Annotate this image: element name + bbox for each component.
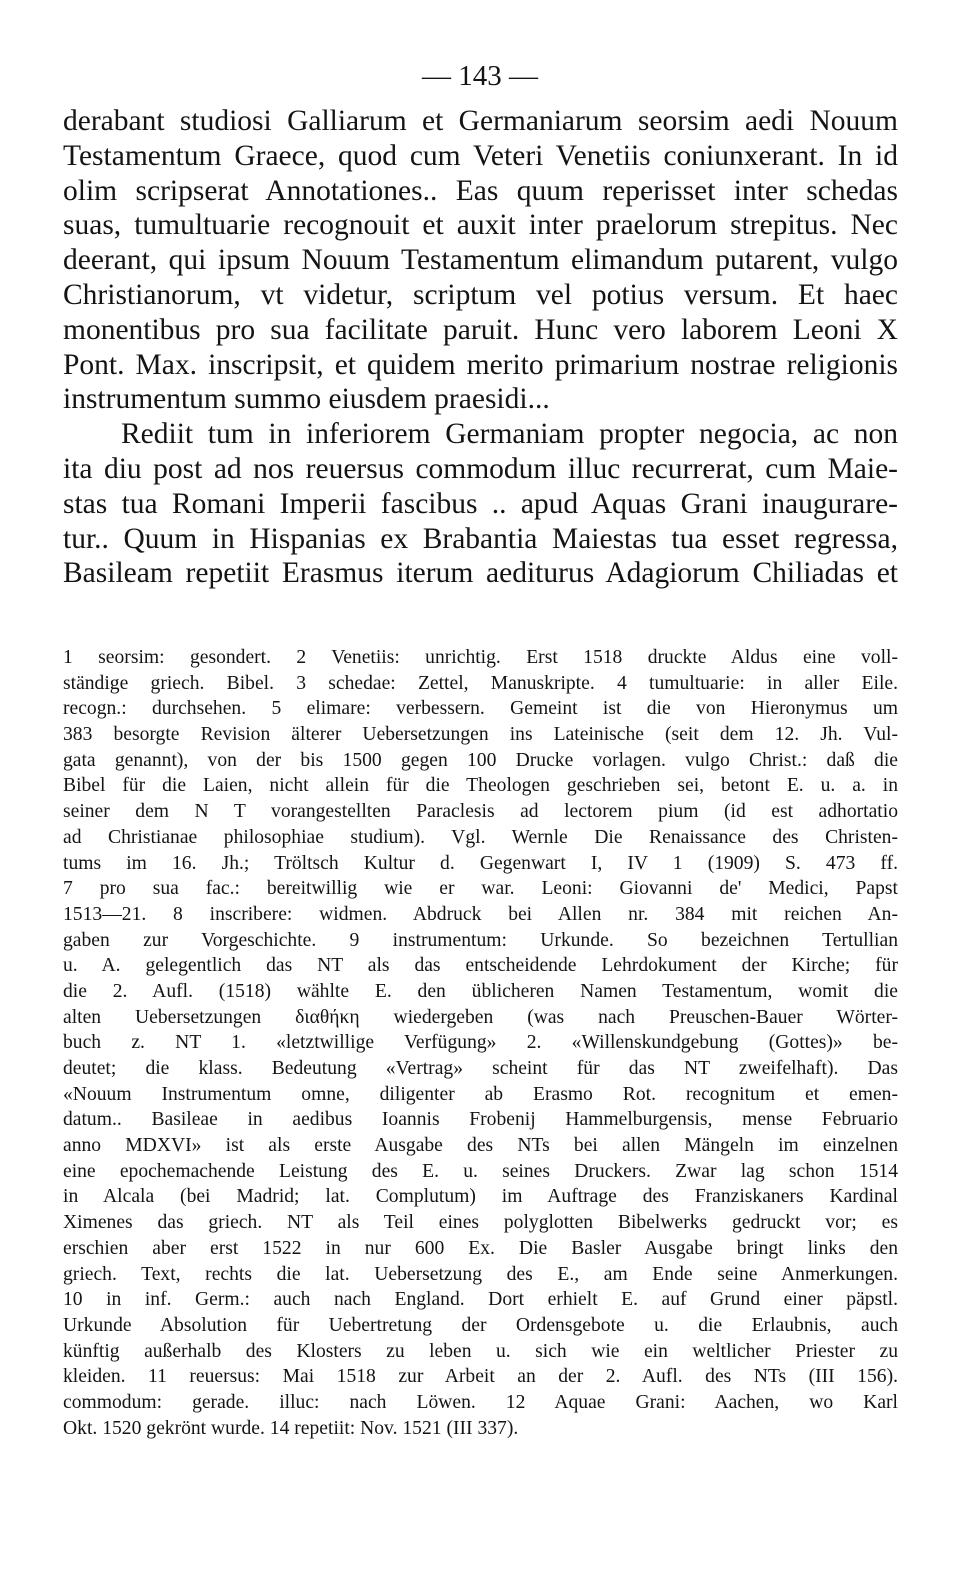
footnote-line: ad Christianae philosophiae studium). Vgl. Wernle Die Renaissance des Christen- (63, 826, 898, 848)
footnotes (63, 645, 898, 1441)
footnote-line: Urkunde Absolution für Uebertretung der Ordensgebote u. die Erlaubnis, auch (63, 1314, 898, 1336)
footnote-line: anno MDXVI» ist als erste Ausgabe des NTs bei allen Mängeln im einzelnen (63, 1135, 898, 1157)
footnote-line: gaben zur Vorgeschichte. 9 instrumentum: Urkunde. So bezeichnen Tertullian (63, 929, 898, 951)
footnote-line: die 2. Aufl. (1518) wählte E. den üblicheren Namen Testamentum, womit die (63, 980, 898, 1002)
main-text-line: monentibus pro sua facilitate paruit. Hunc vero laborem Leoni X (63, 313, 898, 346)
footnote-line: deutet; die klass. Bedeutung «Vertrag» scheint für das NT zweifelhaft). Das (63, 1058, 898, 1079)
main-text-line: Christianorum, vt videtur, scriptum vel potius versum. Et haec (63, 278, 898, 311)
footnote-line: 1513—21. 8 inscribere: widmen. Abdruck bei Allen nr. 384 mit reichen An- (63, 903, 898, 925)
main-text-line: tur.. Quum in Hispanias ex Brabantia Maiestas tua esset regressa, (63, 522, 898, 555)
main-text-line: deerant, qui ipsum Nouum Testamentum elimandum putarent, vulgo (63, 244, 898, 277)
footnote-line: kleiden. 11 reuersus: Mai 1518 zur Arbeit an der 2. Aufl. des NTs (III 156). (63, 1366, 898, 1388)
footnote-line: erschien aber erst 1522 in nur 600 Ex. Die Basler Ausgabe bringt links den (63, 1237, 898, 1259)
footnote-line: tums im 16. Jh.; Tröltsch Kultur d. Gegenwart I, IV 1 (1909) S. 473 ff. (63, 852, 898, 874)
footnote-line: datum.. Basileae in aedibus Ioannis Frobenij Hammelburgensis, mense Februario (63, 1109, 898, 1131)
footnote-line: gata genannt), von der bis 1500 gegen 100 Drucke vorlagen. vulgo Christ.: daß die (63, 749, 898, 771)
footnote-line: ständige griech. Bibel. 3 schedae: Zettel, Manuskripte. 4 tumultuarie: in aller Eile. (63, 672, 898, 694)
main-text-line: derabant studiosi Galliarum et Germaniarum seorsim aedi Nouum (63, 105, 898, 137)
main-text-line: Pont. Max. inscripsit, et quidem merito primarium nostrae religionis (63, 348, 898, 381)
main-text-line: ita diu post ad nos reuersus commodum illuc recurrerat, cum Maie- (63, 452, 898, 485)
main-text-line: suas, tumultuarie recognouit et auxit inter praelorum strepitus. Nec (63, 209, 898, 242)
main-text-line: Rediit tum in inferiorem Germaniam propter negocia, ac non (121, 418, 898, 451)
footnote-line: 1 seorsim: gesondert. 2 Venetiis: unrichtig. Erst 1518 druckte Aldus eine voll- (63, 647, 898, 668)
footnote-line: künftig außerhalb des Klosters zu leben u. sich wie ein weltlicher Priester zu (63, 1340, 898, 1362)
footnote-line: eine epochemachende Leistung des E. u. seines Druckers. Zwar lag schon 1514 (63, 1160, 898, 1182)
footnote-line: alten Uebersetzungen διαθήκη wiedergeben (was nach Preuschen-Bauer Wörter- (63, 1006, 898, 1028)
footnote-line: 10 in inf. Germ.: auch nach England. Dort erhielt E. auf Grund einer päpstl. (63, 1289, 898, 1311)
footnote-line: griech. Text, rechts die lat. Uebersetzung des E., am Ende seine Anmerkungen. (63, 1263, 898, 1285)
main-text-line: olim scripserat Annotationes.. Eas quum reperisset inter schedas (63, 174, 898, 207)
footnote-line: recogn.: durchsehen. 5 elimare: verbessern. Gemeint ist die von Hieronymus um (63, 698, 898, 720)
main-text-line: instrumentum summo eiusdem praesidi... (63, 383, 550, 416)
main-text-line: Testamentum Graece, quod cum Veteri Venetiis coniunxerant. In id (63, 139, 898, 172)
main-text-line: Basileam repetiit Erasmus iterum aediturus Adagiorum Chiliadas et (63, 557, 898, 590)
footnote-line: in Alcala (bei Madrid; lat. Complutum) im Auftrage des Franziskaners Kardinal (63, 1186, 898, 1208)
footnote-line: u. A. gelegentlich das NT als das entscheidende Lehrdokument der Kirche; für (63, 955, 898, 977)
main-text-line: stas tua Romani Imperii fascibus .. apud Aquas Grani inaugurare- (63, 487, 898, 520)
footnote-line: Bibel für die Laien, nicht allein für die Theologen geschrieben sei, betont E. u. a. in (63, 775, 898, 797)
footnote-line: «Nouum Instrumentum omne, diligenter ab Erasmo Rot. recognitum et emen- (63, 1083, 898, 1105)
footnote-line: 383 besorgte Revision älterer Uebersetzungen ins Lateinische (seit dem 12. Jh. Vul- (63, 724, 898, 746)
footnote-line: commodum: gerade. illuc: nach Löwen. 12 Aquae Grani: Aachen, wo Karl (63, 1391, 898, 1413)
footnote-line: 7 pro sua fac.: bereitwillig wie er war. Leoni: Giovanni de' Medici, Papst (63, 878, 898, 900)
main-text (63, 104, 898, 591)
page-number: — 143 — (422, 60, 538, 92)
footnote-line: Okt. 1520 gekrönt wurde. 14 repetiit: Nov. 1521 (III 337). (63, 1417, 519, 1439)
footnote-line: buch z. NT 1. «letztwillige Verfügung» 2. «Willenskundgebung (Gottes)» be- (63, 1032, 898, 1054)
footnote-line: Ximenes das griech. NT als Teil eines polyglotten Bibelwerks gedruckt vor; es (63, 1212, 898, 1234)
footnote-line: seiner dem N T vorangestellten Paraclesis ad lectorem pium (id est adhortatio (63, 801, 898, 823)
